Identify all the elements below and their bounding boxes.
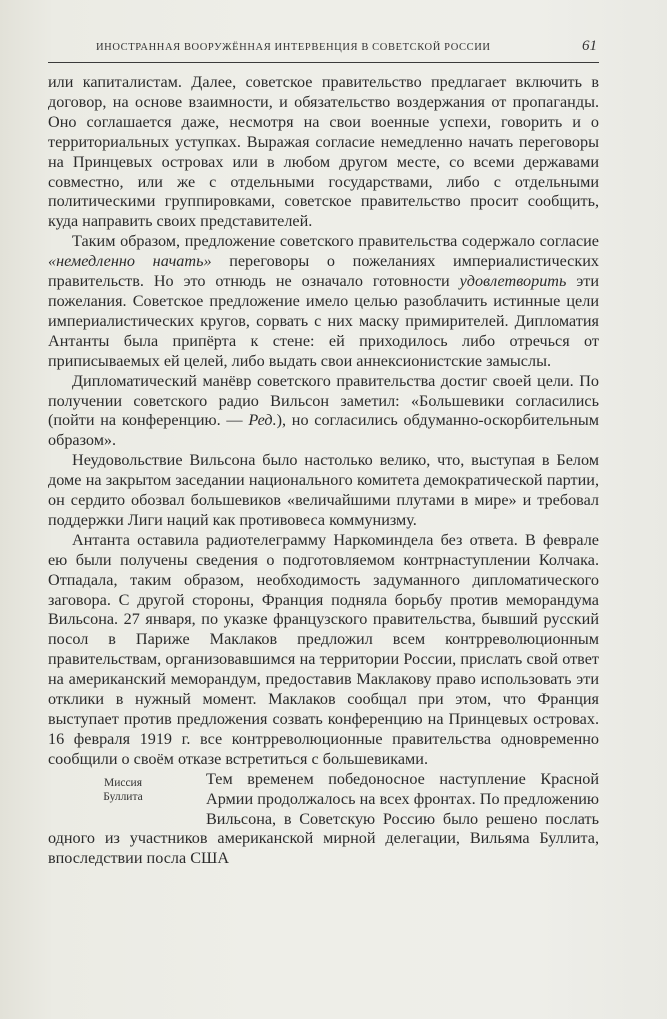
margin-note-line-1: Миссия [103, 776, 143, 789]
book-page [48, 38, 599, 869]
paragraph [48, 372, 599, 452]
italic-phrase: Ред. [248, 411, 277, 430]
text-run: Таким образом, предложение советского правительства содержало согласие [72, 232, 599, 251]
margin-note-line-2: Буллита [103, 790, 143, 803]
section-with-sidenote [48, 770, 599, 870]
paragraph [48, 451, 599, 531]
italic-phrase: удовлетворить [459, 272, 567, 291]
text-run: Дипломатический манёвр советского правительства достиг своей цели. По получении советского радио Вильсон заметил: «Большевики согласились (пойти на конференцию. — [48, 371, 599, 430]
body-text [48, 73, 599, 869]
text-run: эти пожелания. Советское предложение имело целью разоблачить истинные цели империалистических кругов, сорвать с них маску примирителей. Дипломатия Антанты была припёрта к стене: ей приходилось либо отречься от приписываемых ей целей, либо выдать свои аннексионистские замыслы. [48, 272, 599, 370]
text-run: ), но согласились обдуманно-оскорбительным образом». [48, 411, 599, 450]
final-paragraph: Тем временем победоносное наступление Красной Армии продолжалось на всех фронтах. По предложению Вильсона, в Советскую Россию было решено послать одного из участников американской мирной делегации, Вильяма Буллита, впоследствии посла США [48, 769, 599, 868]
margin-note [48, 776, 198, 828]
text-run: или капиталистам. Далее, советское правительство предлагает включить в договор, на основе взаимности, и обязательство воздержания от пропаганды. Оно соглашается даже, несмотря на свои военные успехи, говорить и о территориальных уступках. Выражая согласие немедленно начать переговоры на Принцевых островах или в любом другом месте, со всеми державами совместно, или же с отдельными государствами, либо с отдельными политическими группировками, советское правительство просит сообщить, куда направить своих представителей. [48, 73, 599, 231]
text-run: Антанта оставила радиотелеграмму Наркоминдела без ответа. В феврале ею были получены сведения о подготовляемом контрнаступлении Колчака. Отпадала, таким образом, необходимость задуманного дипломатического заговора. С другой стороны, Франция подняла борьбу против меморандума Вильсона. 27 января, по указке французского правительства, бывший русский посол в Париже Маклаков предложил всем контрреволюционным правительствам, организовавшимся на территории России, прислать свой ответ на американский меморандум, предоставив Маклакову право использовать эти отклики в нужный момент. Маклаков сообщал при этом, что Франция выступает против предложения созвать конференцию на Принцевых островах. 16 февраля 1919 г. все контрреволюционные правительства одновременно сообщили о своём отказе встретиться с большевиками. [48, 530, 599, 768]
running-title: ИНОСТРАННАЯ ВООРУЖЁННАЯ ИНТЕРВЕНЦИЯ В СОВЕТСКОЙ РОССИИ [96, 42, 491, 53]
paragraph-list [48, 73, 599, 770]
header-rule [48, 62, 599, 63]
running-header [48, 38, 599, 58]
paragraph [48, 232, 599, 371]
text-run: Неудовольствие Вильсона было настолько велико, что, выступая в Белом доме на закрытом заседании национального комитета демократической партии, он сердито обозвал большевиков «величайшими плутами в мире» и требовал поддержки Лиги наций как противовеса коммунизму. [48, 451, 599, 529]
paragraph [48, 531, 599, 770]
text-run: переговоры о пожеланиях империалистических правительств. Но это отнюдь не означало готовности [48, 252, 599, 291]
italic-phrase: «немедленно начать» [48, 252, 212, 271]
paragraph [48, 73, 599, 232]
page-number: 61 [582, 38, 597, 54]
